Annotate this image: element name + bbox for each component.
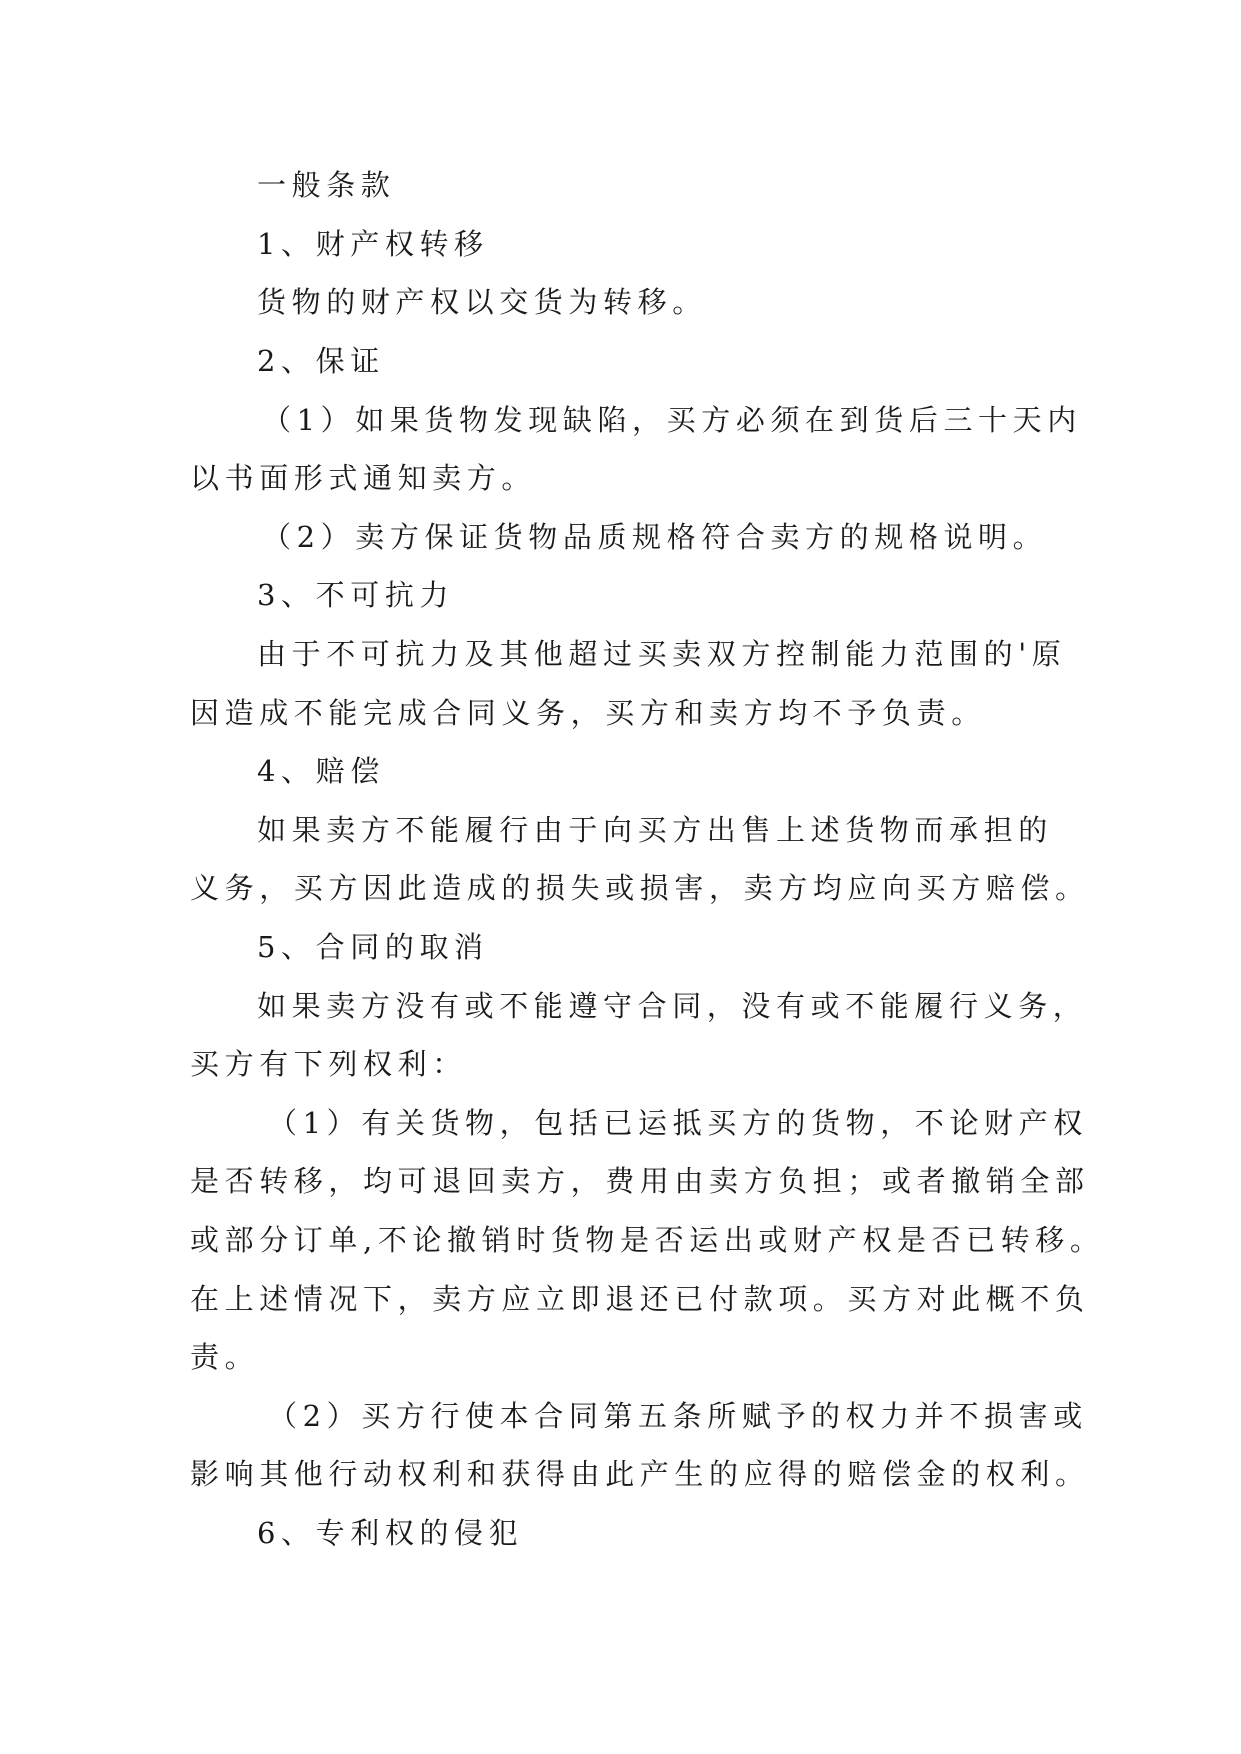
paragraph-line: （1）如果货物发现缺陷，买方必须在到货后三十天内 [262,403,1082,437]
clause-heading-4: 4、赔偿 [257,754,385,788]
paragraph-line: 在上述情况下，卖方应立即退还已付款项。买方对此概不负 [190,1282,1090,1316]
paragraph-line: （2）买方行使本合同第五条所赋予的权力并不损害或 [268,1399,1088,1433]
paragraph-line: 是否转移，均可退回卖方，费用由卖方负担；或者撤销全部 [190,1164,1090,1198]
paragraph-line: 买方有下列权利： [190,1047,467,1081]
paragraph-line: （2）卖方保证货物品质规格符合卖方的规格说明。 [262,520,1048,554]
section-heading: 一般条款 [257,168,396,202]
paragraph-line: 因造成不能完成合同义务，买方和卖方均不予负责。 [190,696,986,730]
paragraph-line: 或部分订单,不论撤销时货物是否运出或财产权是否已转移。 [190,1223,1105,1257]
paragraph-line: 如果卖方没有或不能遵守合同，没有或不能履行义务， [257,989,1088,1023]
paragraph-line: 由于不可抗力及其他超过买卖双方控制能力范围的'原 [257,637,1067,671]
paragraph-line: 货物的财产权以交货为转移。 [257,285,707,319]
paragraph-line: 责。 [190,1340,260,1374]
clause-heading-2: 2、保证 [257,344,385,378]
clause-heading-1: 1、财产权转移 [257,227,489,261]
clause-heading-5: 5、合同的取消 [257,930,489,964]
paragraph-line: 如果卖方不能履行由于向买方出售上述货物而承担的 [257,813,1053,847]
paragraph-line: 义务，买方因此造成的损失或损害，卖方均应向买方赔偿。 [190,871,1090,905]
paragraph-line: （1）有关货物，包括已运抵买方的货物，不论财产权 [268,1106,1088,1140]
paragraph-line: 以书面形式通知卖方。 [190,461,537,495]
clause-heading-3: 3、不可抗力 [257,578,455,612]
paragraph-line: 影响其他行动权利和获得由此产生的应得的赔偿金的权利。 [190,1457,1090,1491]
clause-heading-6: 6、专利权的侵犯 [257,1516,524,1550]
